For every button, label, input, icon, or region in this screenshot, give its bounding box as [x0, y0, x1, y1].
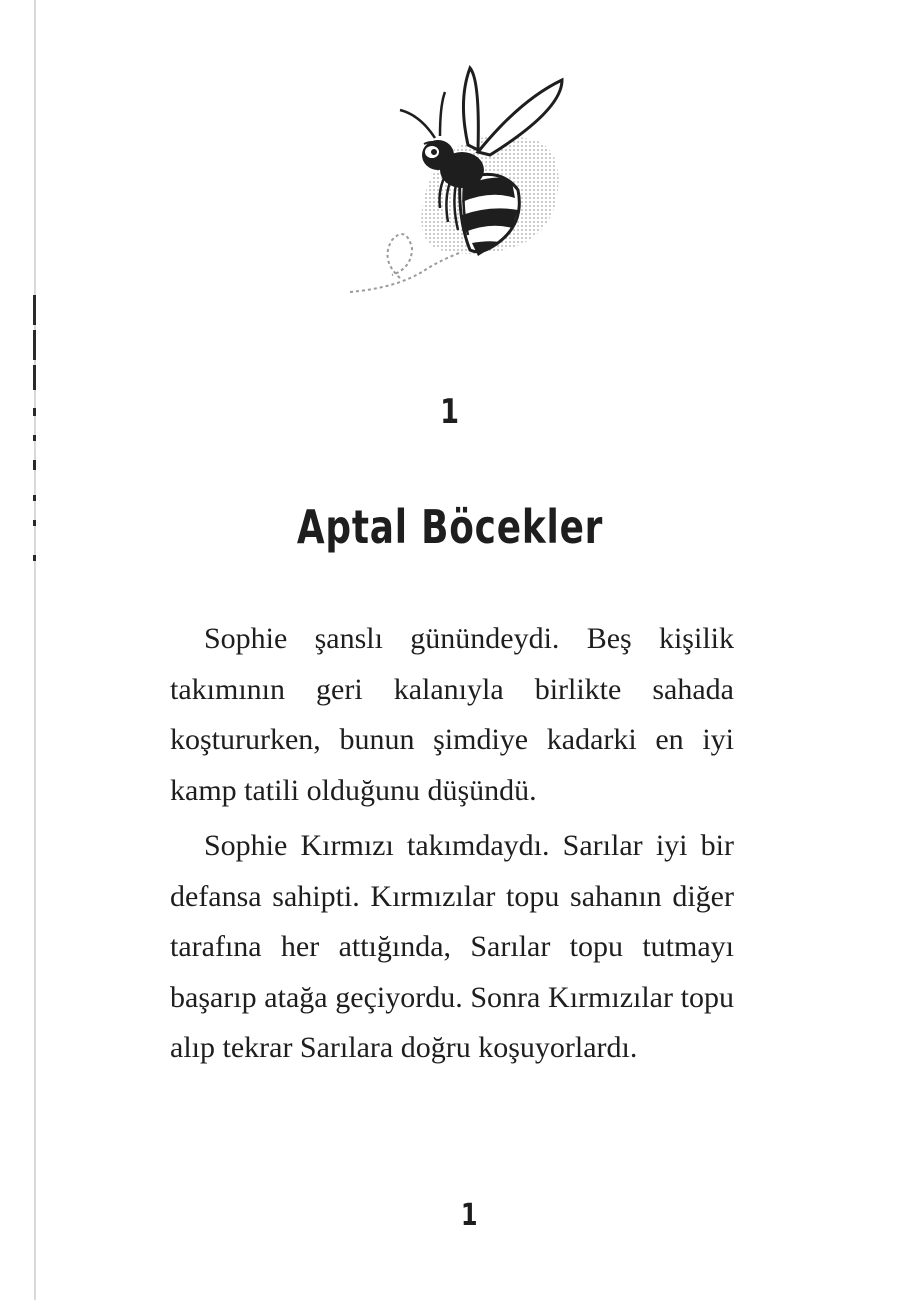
binding-marks [33, 290, 39, 590]
page-binding-edge [34, 0, 36, 1300]
page-number: 1 [460, 1198, 478, 1233]
chapter-number: 1 [440, 392, 460, 432]
chapter-body [170, 614, 734, 1079]
paragraph: Sophie şanslı günündeydi. Beş kişilik takımının geri kalanıyla birlikte sahada koştururken, bunun şimdiye kadarki en iyi kamp tatili olduğunu düşündü. [170, 622, 734, 807]
bee-icon [340, 60, 570, 300]
chapter-title: Aptal Böcekler [296, 500, 604, 554]
paragraph: Sophie Kırmızı takımdaydı. Sarılar iyi bir defansa sahipti. Kırmızılar topu sahanın diğer tarafına her attığında, Sarılar topu tutmayı başarıp atağa geçiyordu. Sonra Kırmızılar topu alıp tekrar Sarılara doğru koşuyorlardı. [170, 829, 734, 1064]
